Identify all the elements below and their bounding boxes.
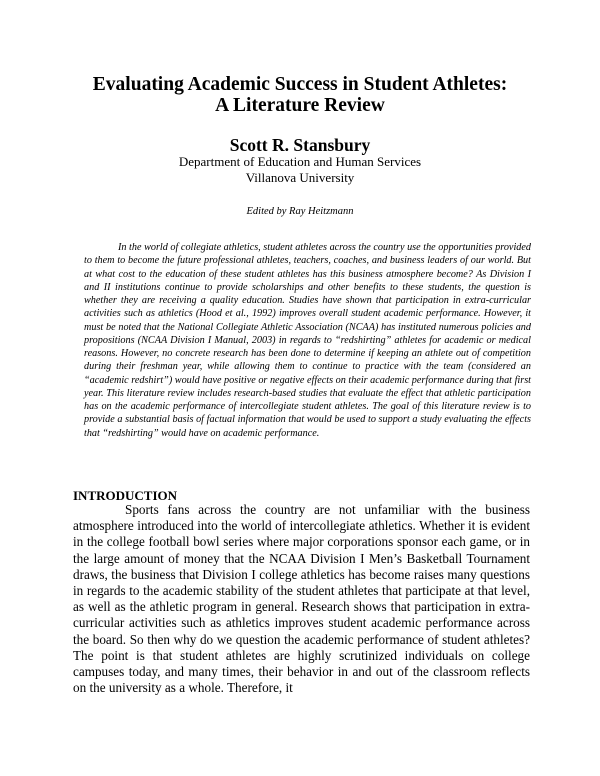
- university: Villanova University: [245, 170, 355, 185]
- author-affiliation: [60, 154, 540, 186]
- paper-title: [60, 74, 540, 116]
- introduction-paragraph: Sports fans across the country are not unfamiliar with the business atmosphere introduced into the world of intercollegiate athletics. Whether it is evident in the college football bowl series where major corporations sponsor each game, or in the large amount of money that the NCAA Division I Men’s Basketball Tournament draws, the business that Division I college athletics has become raises many questions in regards to the academic stability of the student athletes that participate at that level, as well as the athletic program in general. Research shows that participation in extra-curricular activities such as athletics improves student academic performance across the board. So then why do we question the academic performance of student athletes? The point is that student athletes are highly scrutinized individuals on college campuses today, and many times, their behavior in and out of the classroom reflects on the university as a whole. Therefore, it: [73, 502, 530, 696]
- title-line-2: A Literature Review: [215, 95, 385, 116]
- department: Department of Education and Human Services: [178, 154, 422, 169]
- title-line-1: Evaluating Academic Success in Student Athletes:: [92, 74, 508, 95]
- author-name: Scott R. Stansbury: [229, 135, 371, 155]
- editor-credit: Edited by Ray Heitzmann: [246, 206, 354, 217]
- abstract: In the world of collegiate athletics, student athletes across the country use the opportunities provided to them to become the future professional athletes, teachers, coaches, and business leaders of our world. But at what cost to the education of these student athletes has this business atmosphere become? As Division I and II institutions continue to provide scholarships and other benefits to these students, the question is whether they are receiving a quality education. Studies have shown that participation in extra-curricular activities such as athletics (Hood et al., 1992) improves overall student academic performance. However, it must be noted that the National Collegiate Athletic Association (NCAA) has instituted numerous policies and propositions (NCAA Division I Manual, 2003) in regards to “redshirting” athletes for academic or medical reasons. However, no concrete research has been done to determine if keeping an athlete out of competition during their freshman year, while allowing them to continue to practice with the team (considered an “academic redshirt”) would have positive or negative effects on their academic performance during that first year. This literature review includes research-based studies that evaluate the effect that athletic participation has on the academic performance of intercollegiate student athletes. The goal of this literature review is to provide a substantial basis of factual information that would be used to support a study evaluating the effects that “redshirting” would have on academic performance.: [84, 242, 531, 439]
- section-heading-introduction: INTRODUCTION: [73, 488, 178, 503]
